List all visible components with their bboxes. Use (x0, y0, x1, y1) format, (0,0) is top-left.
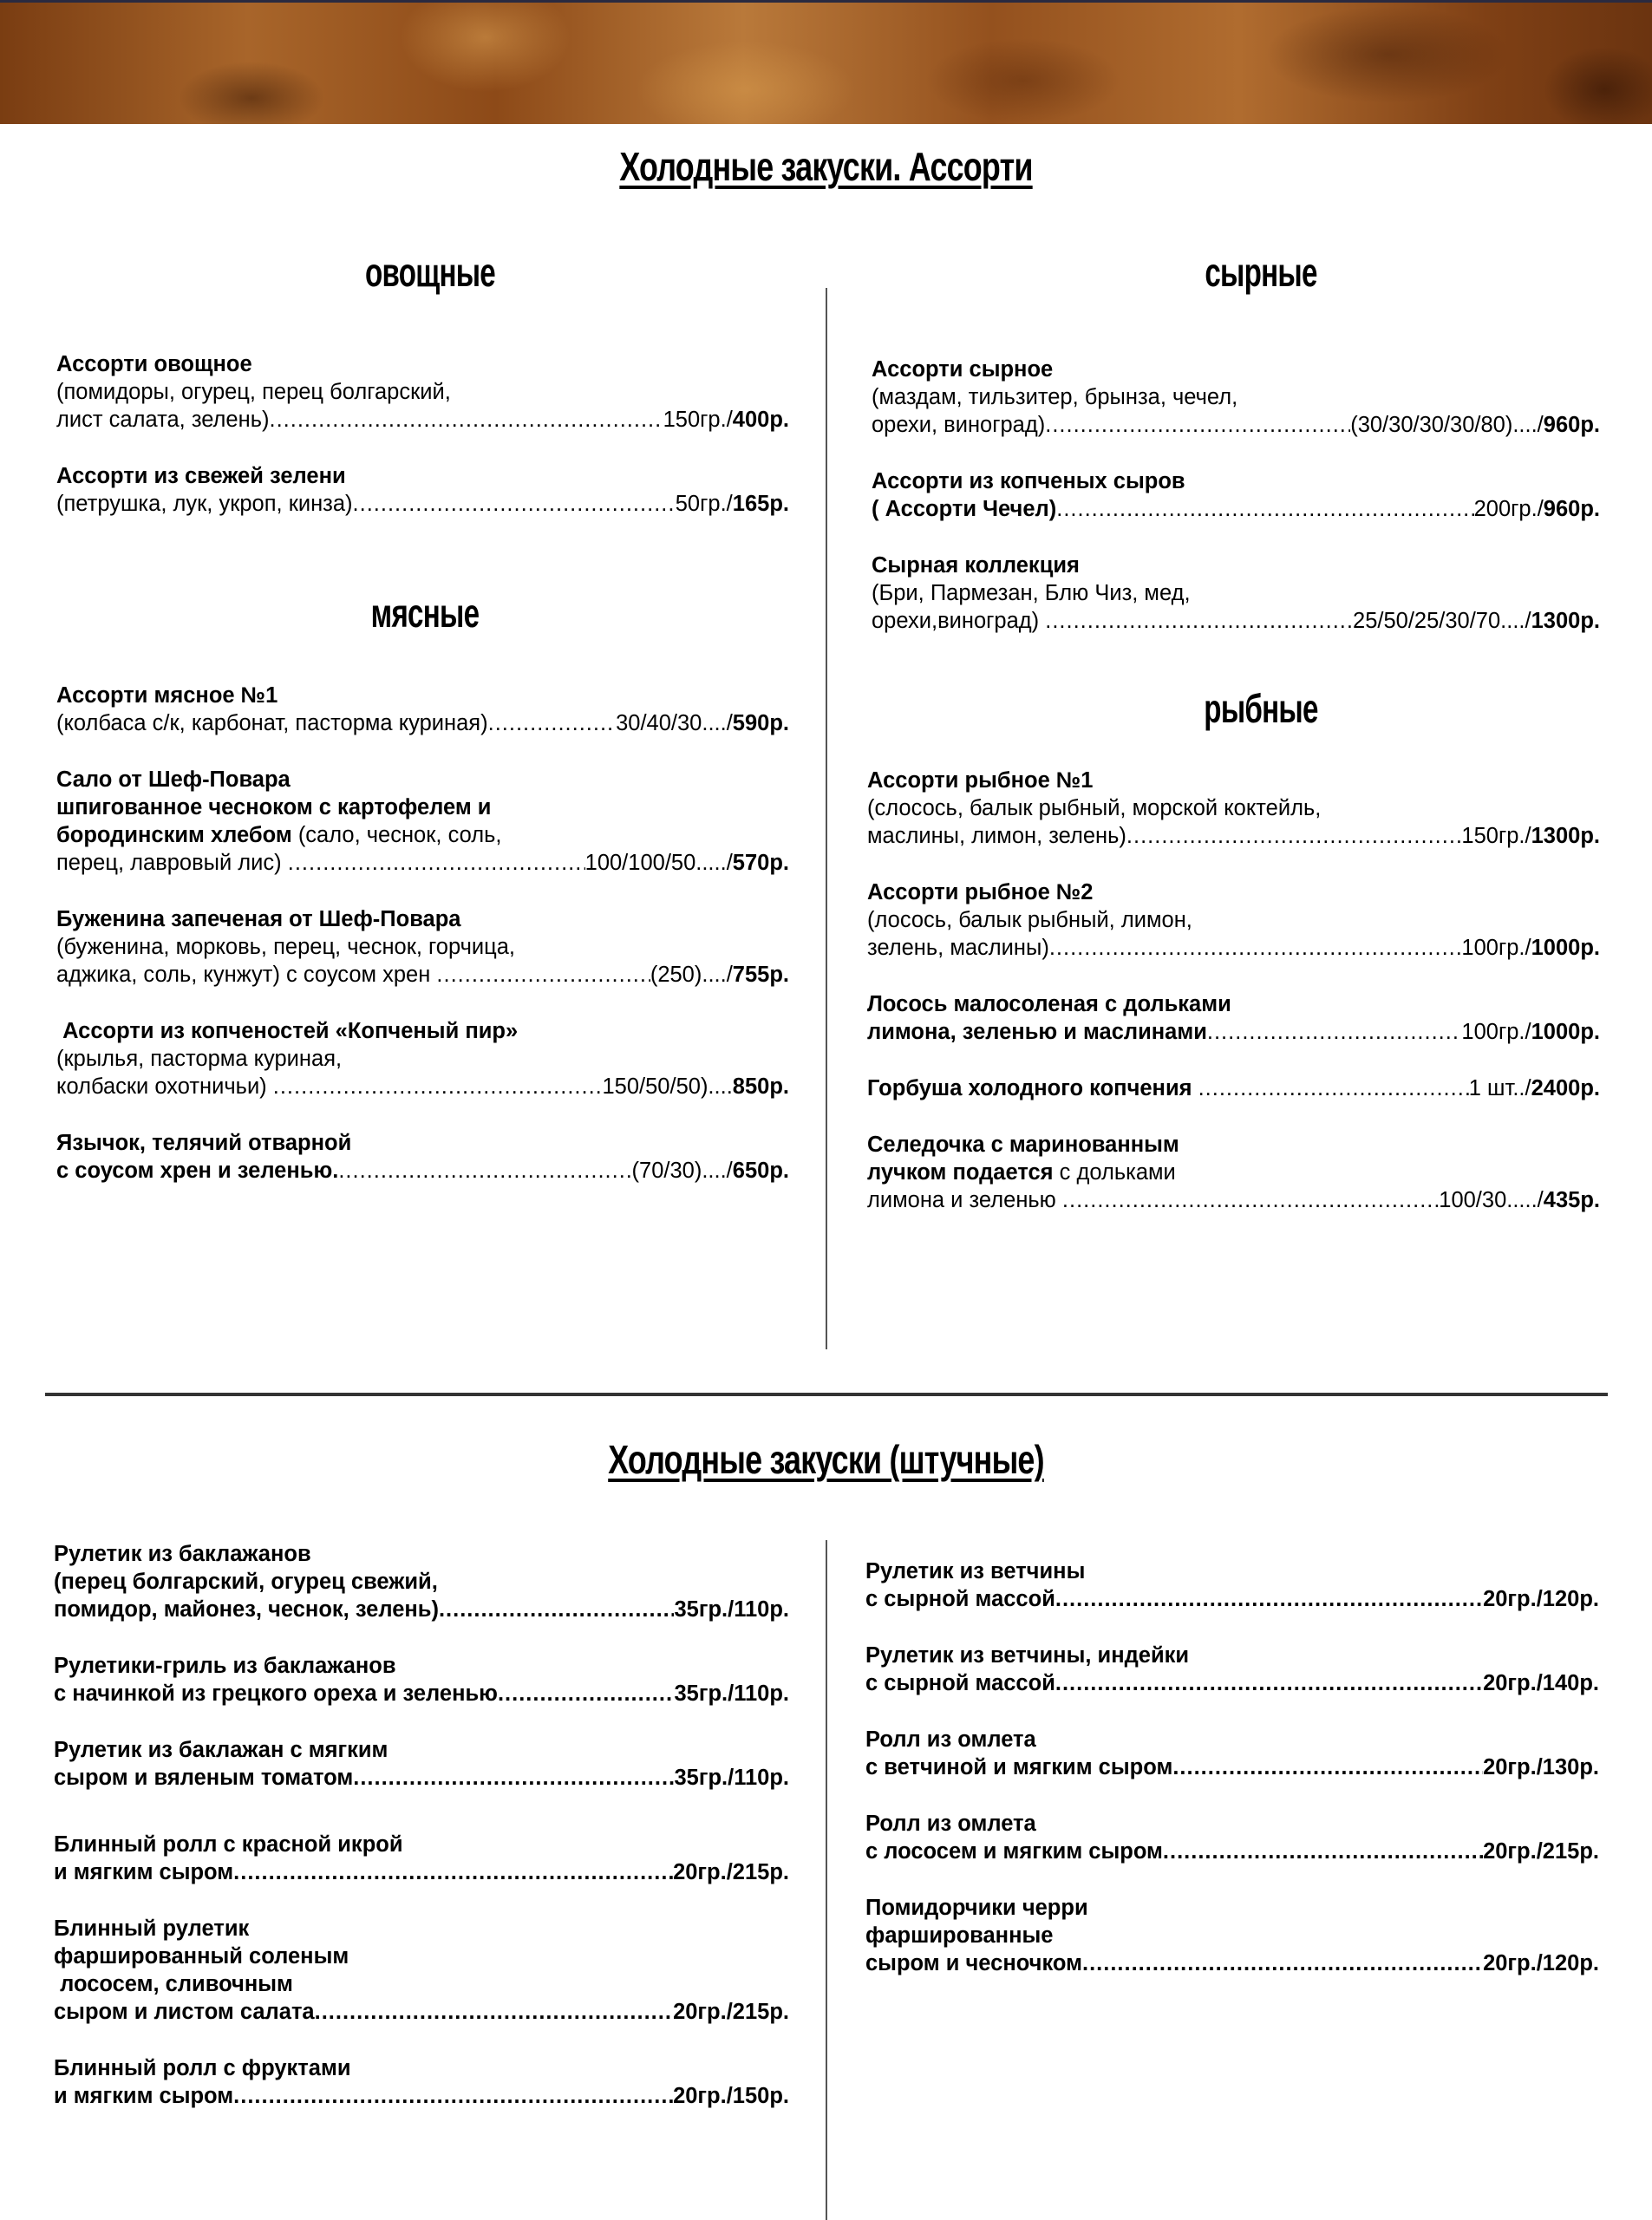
menu-item (865, 1726, 1599, 1781)
item-weight: (70/30)..../ (631, 1159, 733, 1183)
dot-leader (1207, 1018, 1462, 1046)
item-price: 1300р. (1531, 609, 1600, 633)
item-desc: (помидоры, огурец, перец болгарский, (56, 380, 451, 404)
item-name: Блинный ролл с фруктами (54, 2056, 351, 2080)
menu-item (54, 1736, 789, 1792)
item-desc: (перец болгарский, огурец свежий, (54, 1570, 438, 1594)
dot-leader (436, 961, 650, 989)
item-desc: (слосось, балык рыбный, морской коктейль, (867, 796, 1322, 820)
menu-item (56, 1017, 789, 1100)
item-price: 20гр./215р. (1483, 1839, 1599, 1864)
item-price: 590р. (732, 711, 789, 735)
dot-leader (1172, 1753, 1483, 1781)
menu-item (56, 766, 789, 877)
item-name: Рулетики-гриль из баклажанов (54, 1654, 396, 1678)
section-title-assorted: Холодные закуски. Ассорти (619, 144, 1033, 189)
menu-item (54, 1915, 789, 2026)
dot-leader (439, 1596, 675, 1623)
item-name: Ассорти из свежей зелени (56, 464, 346, 488)
item-price: 20гр./140р. (1483, 1671, 1599, 1695)
item-name: Ассорти из копченостей «Копченый пир» (56, 1019, 519, 1043)
dot-leader (1045, 411, 1350, 439)
menu-item (872, 356, 1600, 439)
dot-leader (353, 1764, 674, 1792)
item-desc: маслины, лимон, зелень) (867, 824, 1126, 848)
item-name: Селедочка с маринованным (867, 1133, 1179, 1157)
dot-leader (1082, 1949, 1483, 1977)
item-weight: 150/50/50).... (602, 1074, 733, 1099)
item-name: Ассорти рыбное №2 (867, 880, 1094, 904)
item-weight: 100гр./ (1461, 1020, 1531, 1044)
item-weight: 25/50/25/30/70..../ (1353, 609, 1531, 633)
dot-leader (1056, 495, 1473, 523)
item-weight: 150гр./ (663, 408, 733, 432)
item-price: 20гр./130р. (1483, 1755, 1599, 1779)
item-price: 20гр./120р. (1483, 1951, 1599, 1975)
item-desc: (буженина, морковь, перец, чеснок, горчица, (56, 935, 515, 959)
item-desc: и мягким сыром (54, 1860, 234, 1884)
menu-item (867, 990, 1600, 1046)
dot-leader (315, 1998, 673, 2026)
menu-item (56, 462, 789, 518)
item-price: 35гр./110р. (674, 1597, 789, 1622)
item-desc: с лососем и мягким сыром (865, 1839, 1163, 1864)
item-price: 1000р. (1531, 1020, 1600, 1044)
pieces-left-list (54, 1540, 789, 2138)
item-name: Ролл из омлета (865, 1727, 1036, 1752)
item-subtitle: ( Ассорти Чечел) (872, 497, 1057, 521)
menu-item (54, 2054, 789, 2110)
item-price: 755р. (732, 963, 789, 987)
item-subtitle: бородинским хлебом (56, 823, 292, 847)
item-desc: (петрушка, лук, укроп, кинза) (56, 492, 353, 516)
item-price: 2400р. (1531, 1076, 1600, 1100)
menu-item (865, 1642, 1599, 1697)
dot-leader (1049, 934, 1462, 962)
item-name: Сырная коллекция (872, 553, 1080, 578)
item-weight: 100/30...../ (1439, 1188, 1544, 1212)
menu-item (56, 682, 789, 737)
item-desc: с сырной массой (865, 1587, 1055, 1611)
item-desc: аджика, соль, кунжут) с соусом хрен (56, 963, 437, 987)
column-divider-bottom (826, 1540, 827, 2220)
item-name: Ассорти овощное (56, 352, 252, 376)
subheading-meat: мясные (370, 591, 480, 636)
item-price: 400р. (732, 408, 789, 432)
item-price: 35гр./110р. (674, 1681, 789, 1706)
dot-leader (498, 1680, 675, 1707)
fish-list (867, 767, 1600, 1243)
item-desc: зелень, маслины) (867, 936, 1049, 960)
item-name: Блинный рулетик (54, 1916, 250, 1941)
item-name: Горбуша холодного копчения (867, 1076, 1198, 1100)
item-desc: с ветчиной и мягким сыром (865, 1755, 1173, 1779)
dot-leader (488, 709, 616, 737)
item-desc: фаршированные (865, 1923, 1054, 1948)
item-desc: (колбаса с/к, карбонат, пасторма куриная) (56, 711, 488, 735)
item-weight: (30/30/30/30/80)..../ (1350, 413, 1544, 437)
item-desc: лист салата, зелень) (56, 408, 270, 432)
dot-leader (233, 2082, 673, 2110)
item-price: 650р. (732, 1159, 789, 1183)
item-name: Ролл из омлета (865, 1812, 1036, 1836)
item-price: 435р. (1543, 1188, 1600, 1212)
header-banner (0, 0, 1652, 124)
dot-leader (353, 490, 676, 518)
menu-item (865, 1810, 1599, 1865)
item-name: Рулетик из ветчины (865, 1559, 1086, 1583)
item-weight: 200гр./ (1473, 497, 1544, 521)
meat-list (56, 682, 789, 1213)
item-subtitle: с соусом хрен и зеленью. (56, 1159, 339, 1183)
item-desc: (сало, чеснок, соль, (291, 823, 502, 847)
item-name: Ассорти мясное №1 (56, 683, 278, 708)
dot-leader (1055, 1669, 1483, 1697)
item-desc: лососем, сливочным (54, 1972, 293, 1996)
item-price: 165р. (732, 492, 789, 516)
section-divider (45, 1393, 1608, 1396)
item-name: Помидорчики черри (865, 1896, 1088, 1920)
item-subtitle: лучком подается (867, 1160, 1054, 1185)
menu-item (54, 1540, 789, 1623)
dot-leader (233, 1858, 673, 1886)
item-desc: сыром и листом салата (54, 2000, 315, 2024)
item-name: Буженина запеченая от Шеф-Повара (56, 907, 461, 931)
dot-leader (273, 1073, 603, 1100)
item-weight: 50гр./ (675, 492, 733, 516)
menu-item (867, 1131, 1600, 1214)
menu-item (872, 552, 1600, 635)
menu-item (867, 878, 1600, 962)
item-desc: лимона и зеленью (867, 1188, 1062, 1212)
cheese-list (872, 356, 1600, 663)
menu-item (54, 1831, 789, 1886)
item-name: Ассорти рыбное №1 (867, 768, 1094, 793)
item-desc: (лосось, балык рыбный, лимон, (867, 908, 1192, 932)
menu-item (865, 1557, 1599, 1613)
menu-item (872, 467, 1600, 523)
item-name: Рулетик из баклажанов (54, 1542, 311, 1566)
item-desc: фаршированный соленым (54, 1944, 349, 1969)
item-desc: орехи,виноград) (872, 609, 1046, 633)
item-price: 35гр./110р. (674, 1766, 789, 1790)
item-desc: и мягким сыром (54, 2084, 234, 2108)
vegetable-list (56, 350, 789, 546)
item-price: 960р. (1543, 413, 1600, 437)
item-price: 1300р. (1531, 824, 1600, 848)
item-desc: (Бри, Пармезан, Блю Чиз, мед, (872, 581, 1191, 605)
item-desc: (маздам, тильзитер, брынза, чечел, (872, 385, 1238, 409)
item-desc: орехи, виноград) (872, 413, 1046, 437)
item-desc: с сырной массой (865, 1671, 1055, 1695)
dot-leader (1126, 822, 1461, 850)
menu-item (56, 350, 789, 434)
item-weight: 100/100/50...../ (584, 851, 733, 875)
subheading-cheese: сырные (1205, 250, 1317, 295)
dot-leader (269, 406, 663, 434)
menu-item (56, 905, 789, 989)
dot-leader (1045, 607, 1353, 635)
menu-item (56, 1129, 789, 1185)
menu-item (54, 1652, 789, 1707)
item-subtitle: шпигованное чесноком с картофелем и (56, 795, 492, 819)
item-subtitle: лимона, зеленью и маслинами (867, 1020, 1207, 1044)
item-price: 20гр./215р. (673, 1860, 789, 1884)
item-weight: (250)..../ (650, 963, 733, 987)
item-price: 850р. (732, 1074, 789, 1099)
item-desc: сыром и чесночком (865, 1951, 1082, 1975)
item-desc: с дольками (1053, 1160, 1176, 1185)
dot-leader (288, 849, 585, 877)
item-desc: колбаски охотничьи) (56, 1074, 273, 1099)
item-name: Лосось малосоленая с дольками (867, 992, 1231, 1016)
dot-leader (1163, 1838, 1483, 1865)
item-price: 20гр./150р. (673, 2084, 789, 2108)
item-weight: 1 шт../ (1468, 1076, 1531, 1100)
dot-leader (1062, 1186, 1439, 1214)
dot-leader (1198, 1074, 1469, 1102)
item-weight: 30/40/30..../ (616, 711, 733, 735)
item-price: 20гр./120р. (1483, 1587, 1599, 1611)
section-title-pieces: Холодные закуски (штучные) (608, 1437, 1044, 1482)
dot-leader (338, 1157, 631, 1185)
item-name: Рулетик из баклажан с мягким (54, 1738, 389, 1762)
item-price: 1000р. (1531, 936, 1600, 960)
item-name: Рулетик из ветчины, индейки (865, 1643, 1190, 1668)
item-price: 960р. (1543, 497, 1600, 521)
dot-leader (1055, 1585, 1483, 1613)
item-name: Язычок, телячий отварной (56, 1131, 352, 1155)
item-desc: перец, лавровый лис) (56, 851, 288, 875)
item-price: 20гр./215р. (673, 2000, 789, 2024)
menu-item (865, 1894, 1599, 1977)
subheading-vegetable: овощные (364, 250, 496, 295)
menu-item (867, 1074, 1600, 1102)
item-desc: с начинкой из грецкого ореха и зеленью (54, 1681, 498, 1706)
item-name: Ассорти из копченых сыров (872, 469, 1185, 493)
item-price: 570р. (732, 851, 789, 875)
item-desc: помидор, майонез, чеснок, зелень) (54, 1597, 439, 1622)
menu-item (867, 767, 1600, 850)
item-weight: 100гр./ (1461, 936, 1531, 960)
subheading-fish: рыбные (1204, 686, 1318, 731)
item-name: Сало от Шеф-Повара (56, 767, 291, 792)
pieces-right-list (865, 1557, 1599, 2006)
item-name: Ассорти сырное (872, 357, 1054, 382)
item-desc: сыром и вяленым томатом (54, 1766, 354, 1790)
item-weight: 150гр./ (1461, 824, 1531, 848)
item-desc: (крылья, пасторма куриная, (56, 1047, 343, 1071)
item-name: Блинный ролл с красной икрой (54, 1832, 403, 1857)
column-divider-top (826, 288, 827, 1349)
